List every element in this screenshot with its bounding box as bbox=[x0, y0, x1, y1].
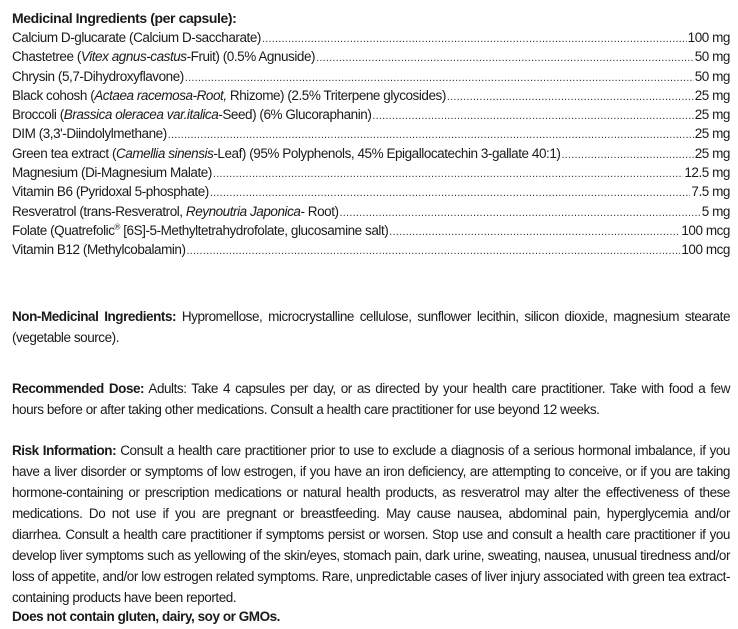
risk-information-label: Risk Information: bbox=[12, 443, 117, 458]
registered-mark: ® bbox=[114, 222, 120, 232]
ingredient-name-part: Rhizome) (2.5% Triterpene glycosides) bbox=[226, 87, 446, 103]
ingredient-name-part: Vitamin B12 (Methylcobalamin) bbox=[12, 242, 186, 258]
ingredient-row bbox=[12, 105, 730, 124]
ingredient-name-part: Black cohosh ( bbox=[12, 87, 95, 103]
ingredient-name-part: -Leaf) (95% Polyphenols, 45% Epigallocatechin 3-gallate 40:1) bbox=[213, 145, 561, 161]
ingredient-name-part: - Root) bbox=[300, 203, 339, 219]
ingredient-name bbox=[12, 86, 446, 105]
ingredient-row bbox=[12, 67, 730, 86]
dot-leader bbox=[340, 204, 701, 221]
medicinal-ingredients-heading: Medicinal Ingredients (per capsule): bbox=[12, 10, 237, 26]
dot-leader bbox=[316, 49, 694, 66]
non-medicinal-ingredients bbox=[12, 306, 730, 348]
ingredient-name bbox=[12, 163, 212, 182]
non-medicinal-label: Non-Medicinal Ingredients: bbox=[12, 309, 177, 324]
ingredient-name-part: DIM (3,3'-Diindolylmethane) bbox=[12, 126, 167, 142]
ingredient-name bbox=[12, 47, 315, 66]
ingredient-name-part: -Fruit) (0.5% Agnuside) bbox=[186, 49, 316, 65]
ingredient-amount: 25 mg bbox=[694, 87, 730, 103]
dot-leader bbox=[389, 223, 680, 240]
ingredient-row bbox=[12, 124, 730, 143]
ingredient-name-part: -Seed) (6% Glucoraphanin) bbox=[218, 107, 372, 123]
ingredient-name-part: Chrysin (5,7-Dihydroxyflavone) bbox=[12, 68, 184, 84]
ingredient-amount: 100 mcg bbox=[681, 242, 730, 258]
ingredient-name bbox=[12, 67, 184, 86]
ingredient-latin-name: Actaea racemosa-Root, bbox=[94, 87, 227, 103]
dot-leader bbox=[262, 30, 687, 47]
ingredient-name bbox=[12, 144, 560, 163]
ingredient-name bbox=[12, 221, 388, 240]
ingredient-name-part: Resveratrol (trans-Resveratrol, bbox=[12, 203, 186, 219]
dot-leader bbox=[168, 126, 694, 143]
ingredient-name bbox=[12, 124, 167, 143]
risk-information bbox=[12, 440, 730, 608]
ingredient-list bbox=[12, 28, 730, 260]
dot-leader bbox=[187, 242, 681, 259]
ingredient-row bbox=[12, 202, 730, 221]
ingredient-name-part: [6S]-5-Methyltetrahydrofolate, glucosamine salt) bbox=[119, 222, 389, 238]
ingredient-name-part: Vitamin B6 (Pyridoxal 5-phosphate) bbox=[12, 184, 209, 200]
ingredient-latin-name: Reynoutria Japonica bbox=[185, 203, 301, 219]
allergen-statement: Does not contain gluten, dairy, soy or GMOs. bbox=[12, 609, 280, 624]
dot-leader bbox=[372, 107, 693, 124]
ingredient-amount: 5 mg bbox=[701, 203, 730, 219]
ingredient-amount: 100 mg bbox=[687, 30, 730, 45]
medicinal-ingredients-section bbox=[12, 9, 730, 260]
dot-leader bbox=[447, 88, 694, 105]
ingredient-amount: 100 mcg bbox=[681, 222, 730, 238]
ingredient-name-part: Broccoli ( bbox=[12, 107, 64, 123]
ingredient-amount: 25 mg bbox=[694, 145, 730, 161]
ingredient-name bbox=[12, 28, 261, 47]
ingredient-latin-name: Vitex agnus-castus bbox=[80, 49, 187, 65]
ingredient-row bbox=[12, 86, 730, 105]
ingredient-latin-name: Camellia sinensis bbox=[116, 145, 214, 161]
ingredient-amount: 12.5 mg bbox=[684, 165, 730, 181]
ingredient-name-part: Magnesium (Di-Magnesium Malate) bbox=[12, 165, 212, 181]
ingredient-name-part: Green tea extract ( bbox=[12, 145, 116, 161]
ingredient-row bbox=[12, 240, 730, 259]
risk-information-text: Consult a health care practitioner prior to use to exclude a diagnosis of a serious hormonal imbalance, if you have a liver disorder or symptoms of low estrogen, if you have an iron deficiency, are attempting to conceive, or if you are taking hormone-containing or prescription medications or natural health products, as resveratrol may alter the effectiveness of these medications. Do not use if you are pregnant or breastfeeding. May cause nausea, abdominal pain, hyperglycemia and/or diarrhea. Consult a health care practitioner if symptoms persist or worsen. Stop use and consult a health care practitioner if you develop liver symptoms such as yellowing of the skin/eyes, stomach pain, dark urine, sweating, nausea, unusual tiredness and/or loss of appetite, and/or low estrogen related symptoms. Rare, unpredictable cases of liver injury associated with green tea extract-containing products have been reported. bbox=[12, 443, 730, 605]
ingredient-amount: 50 mg bbox=[694, 68, 730, 84]
recommended-dose bbox=[12, 378, 730, 420]
ingredient-row bbox=[12, 144, 730, 163]
ingredient-amount: 50 mg bbox=[694, 49, 730, 65]
dot-leader bbox=[210, 184, 691, 201]
dot-leader bbox=[185, 69, 694, 86]
ingredient-row bbox=[12, 182, 730, 201]
ingredient-name-part: Calcium D-glucarate (Calcium D-saccharate) bbox=[12, 30, 261, 45]
ingredient-row bbox=[12, 221, 730, 240]
ingredient-name bbox=[12, 182, 209, 201]
dot-leader bbox=[213, 165, 683, 182]
ingredient-name bbox=[12, 202, 339, 221]
ingredient-row bbox=[12, 47, 730, 66]
ingredient-amount: 7.5 mg bbox=[691, 184, 730, 200]
ingredient-name bbox=[12, 105, 371, 124]
dot-leader bbox=[561, 146, 693, 163]
non-medicinal-text: Hypromellose, microcrystalline cellulose, sunflower lecithin, silicon dioxide, magnesium stearate (vegetable source). bbox=[12, 309, 731, 345]
ingredient-amount: 25 mg bbox=[694, 126, 730, 142]
recommended-dose-text: Adults: Take 4 capsules per day, or as directed by your health care practitioner. Take with food a few hours before or after taking other medications. Consult a health care practitioner for use beyond 12 weeks. bbox=[12, 381, 730, 417]
ingredient-name-part: Chastetree ( bbox=[12, 49, 81, 65]
recommended-dose-label: Recommended Dose: bbox=[12, 381, 145, 396]
ingredient-row bbox=[12, 28, 730, 47]
ingredient-amount: 25 mg bbox=[694, 107, 730, 123]
ingredient-row bbox=[12, 163, 730, 182]
ingredient-name bbox=[12, 240, 186, 259]
ingredient-latin-name: Brassica oleracea var.italica bbox=[63, 107, 219, 123]
ingredient-name-part: Folate (Quatrefolic bbox=[12, 222, 115, 238]
